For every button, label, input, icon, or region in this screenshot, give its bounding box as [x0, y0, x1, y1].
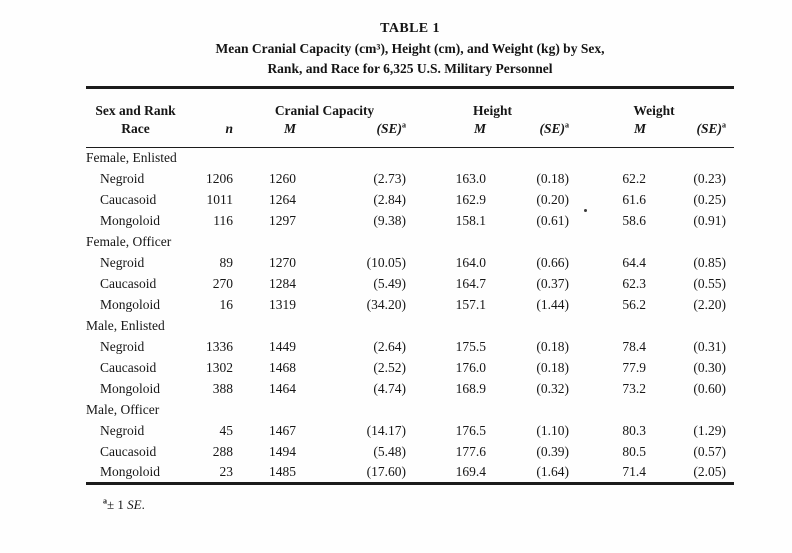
cell-weight-m: 71.4 [622, 464, 646, 480]
cell-cranial-m: 1260 [269, 171, 296, 186]
cell-n: 1206 [206, 171, 233, 186]
table-row [86, 274, 734, 295]
table-row [86, 295, 734, 316]
cell-cranial-m: 1270 [269, 255, 296, 270]
cell-cranial-se: (2.64) [373, 339, 406, 354]
cell-height-m: 163.0 [455, 171, 486, 186]
cell-race: Mongoloid [100, 297, 161, 312]
cell-weight-m: 64.4 [622, 255, 646, 270]
cell-cranial-m: 1297 [269, 213, 296, 228]
cell-weight-m: 62.2 [622, 171, 646, 186]
footnote-marker-sup: a [402, 120, 406, 130]
header-weight: Weight [633, 103, 675, 118]
cell-race: Negroid [100, 255, 145, 270]
cell-weight-se: (0.30) [693, 360, 727, 375]
cell-cranial-m: 1467 [269, 423, 296, 438]
cell-weight-m: 80.3 [622, 423, 646, 438]
group-header-row [86, 148, 734, 169]
header-height-se [491, 120, 574, 148]
cell-cranial-m: 1485 [269, 464, 296, 480]
table-number-label: TABLE 1 [380, 21, 440, 36]
cell-height-se: (0.20) [536, 192, 569, 207]
group-header-row [86, 400, 734, 421]
table-row [86, 190, 734, 211]
data-table [86, 86, 734, 485]
se-text: (SE) [696, 121, 723, 136]
cell-height-se: (0.18) [536, 339, 569, 354]
cell-cranial-se: (17.60) [366, 464, 406, 480]
table-row [86, 211, 734, 232]
table-caption-line-2: Rank, and Race for 6,325 U.S. Military Personnel [267, 61, 553, 76]
cell-height-se: (0.39) [536, 444, 569, 459]
group-label: Female, Officer [86, 234, 172, 249]
cell-height-m: 176.5 [455, 423, 486, 438]
footnote-marker: a [103, 496, 107, 506]
cell-height-m: 177.6 [455, 444, 486, 459]
cell-weight-m: 56.2 [622, 297, 646, 312]
cell-cranial-se: (2.52) [373, 360, 406, 375]
cell-height-se: (1.64) [536, 464, 569, 480]
cell-race: Caucasoid [100, 276, 157, 291]
group-label: Male, Officer [86, 402, 160, 417]
cell-cranial-m: 1264 [269, 192, 296, 207]
table-row [86, 379, 734, 400]
cell-height-m: 158.1 [455, 213, 486, 228]
cell-n: 1336 [206, 339, 233, 354]
cell-weight-se: (0.23) [693, 171, 727, 186]
cell-race: Negroid [100, 423, 145, 438]
header-cranial-capacity: Cranial Capacity [274, 103, 375, 118]
footnote-text: ± 1 [107, 497, 128, 512]
header-n: n [185, 120, 238, 148]
cell-race: Negroid [100, 339, 145, 354]
table-footnote [103, 497, 145, 513]
header-height: Height [473, 103, 512, 118]
cell-weight-m: 78.4 [622, 339, 646, 354]
cell-race: Caucasoid [100, 444, 157, 459]
cell-weight-m: 80.5 [622, 444, 646, 459]
cell-height-m: 164.0 [455, 255, 486, 270]
cell-weight-se: (0.55) [693, 276, 727, 291]
scan-artifact-dot [584, 209, 587, 212]
table-row [86, 442, 734, 463]
cell-height-se: (0.66) [536, 255, 569, 270]
cell-race: Negroid [100, 171, 145, 186]
footnote-marker-sup: a [722, 120, 727, 130]
cell-n: 89 [219, 255, 233, 270]
cell-height-m: 169.4 [455, 464, 486, 480]
header-spacer [185, 88, 238, 121]
cell-height-se: (0.37) [536, 276, 569, 291]
cell-weight-m: 58.6 [622, 213, 646, 228]
header-cranial-m: M [238, 120, 301, 148]
cell-n: 1302 [206, 360, 233, 375]
header-race: Race [86, 120, 185, 148]
cell-cranial-m: 1319 [269, 297, 296, 312]
se-text: (SE) [376, 121, 402, 136]
header-spanner-row [86, 88, 734, 121]
group-label: Female, Enlisted [86, 150, 177, 166]
cell-cranial-se: (2.73) [373, 171, 406, 186]
group-header-row [86, 232, 734, 253]
cell-height-se: (1.44) [536, 297, 569, 312]
table-row [86, 463, 734, 484]
cell-race: Mongoloid [100, 213, 161, 228]
cell-height-m: 164.7 [455, 276, 486, 291]
cell-weight-se: (1.29) [693, 423, 727, 438]
cell-cranial-m: 1449 [269, 339, 296, 354]
table-row [86, 253, 734, 274]
cell-n: 45 [219, 423, 233, 438]
cell-race: Caucasoid [100, 360, 157, 375]
footnote-period: . [141, 497, 145, 512]
cell-height-m: 175.5 [455, 339, 486, 354]
cell-race: Mongoloid [100, 464, 161, 480]
header-cranial-se [301, 120, 411, 148]
cell-cranial-m: 1468 [269, 360, 296, 375]
cell-weight-se: (0.25) [693, 192, 727, 207]
cell-cranial-m: 1284 [269, 276, 296, 291]
table-caption-line-1: Mean Cranial Capacity (cm³), Height (cm), and Weight (kg) by Sex, [215, 41, 605, 56]
cell-weight-se: (0.31) [693, 339, 727, 354]
cell-cranial-se: (2.84) [373, 192, 406, 207]
cell-n: 288 [212, 444, 233, 459]
cell-weight-se: (0.57) [693, 444, 727, 459]
cell-height-m: 176.0 [455, 360, 486, 375]
group-label: Male, Enlisted [86, 318, 165, 333]
cell-race: Caucasoid [100, 192, 157, 207]
cell-height-se: (0.32) [536, 381, 569, 396]
cell-cranial-se: (10.05) [366, 255, 406, 270]
table-row [86, 358, 734, 379]
cell-weight-m: 77.9 [622, 360, 646, 375]
cell-height-se: (0.61) [536, 213, 569, 228]
cell-weight-se: (0.85) [693, 255, 727, 270]
cell-n: 270 [212, 276, 233, 291]
table-row [86, 169, 734, 190]
cell-weight-se: (0.60) [693, 381, 727, 396]
cell-cranial-m: 1464 [269, 381, 296, 396]
cell-weight-m: 61.6 [622, 192, 646, 207]
cell-height-se: (1.10) [536, 423, 569, 438]
cell-n: 16 [219, 297, 233, 312]
cell-n: 23 [219, 464, 233, 480]
cell-cranial-se: (5.48) [373, 444, 406, 459]
cell-n: 116 [213, 213, 233, 228]
cell-height-se: (0.18) [536, 360, 569, 375]
cell-race: Mongoloid [100, 381, 161, 396]
header-sex-and-rank: Sex and Rank [95, 103, 176, 118]
cell-weight-se: (0.91) [693, 213, 727, 228]
cell-weight-se: (2.20) [693, 297, 727, 312]
header-subhead-row [86, 120, 734, 148]
cell-n: 388 [212, 381, 233, 396]
table-title-block [86, 19, 734, 79]
cell-n: 1011 [206, 192, 233, 207]
cell-cranial-m: 1494 [269, 444, 296, 459]
header-height-m: M [411, 120, 491, 148]
group-header-row [86, 316, 734, 337]
table-header [86, 88, 734, 148]
cell-cranial-se: (9.38) [373, 213, 406, 228]
cell-cranial-se: (14.17) [366, 423, 406, 438]
header-weight-m: M [574, 120, 651, 148]
cell-cranial-se: (34.20) [366, 297, 406, 312]
cell-height-m: 168.9 [455, 381, 486, 396]
se-text: (SE) [539, 121, 565, 136]
footnote-marker-sup: a [565, 120, 569, 130]
cell-weight-m: 62.3 [622, 276, 646, 291]
cell-cranial-se: (4.74) [373, 381, 406, 396]
header-weight-se [651, 120, 734, 148]
table-row [86, 421, 734, 442]
table-row [86, 337, 734, 358]
cell-height-m: 157.1 [455, 297, 486, 312]
footnote-se: SE [127, 497, 142, 512]
table-body [86, 148, 734, 484]
cell-height-m: 162.9 [455, 192, 486, 207]
cell-cranial-se: (5.49) [373, 276, 406, 291]
cell-weight-se: (2.05) [693, 464, 727, 480]
cell-weight-m: 73.2 [622, 381, 646, 396]
cell-height-se: (0.18) [536, 171, 569, 186]
